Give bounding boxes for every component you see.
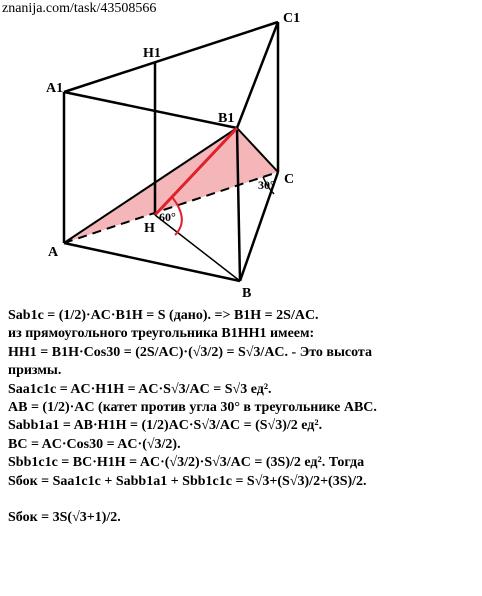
edge-a-b [64,243,240,281]
solution-text [8,307,478,528]
label-c1: C1 [283,11,301,26]
solution-line: Sбок = Saa1c1c + Sabb1a1 + Sbb1c1c = S√3+(S√3)/2+(3S)/2. [8,473,367,489]
edge-a1-c1 [64,22,278,92]
section-triangle-ab1c [64,128,278,243]
angle-label-c: 30° [258,178,275,192]
solution-line: Saa1c1c = AC·H1H = AC·S√3/AC = S√3 ед². [8,381,272,397]
solution-line: AB = (1/2)·AC (катет против угла 30° в треугольнике ABC. [8,399,377,415]
edge-a1-b1 [64,92,237,128]
label-a: A [48,245,59,260]
solution-line: Sab1c = (1/2)·AC·B1H = S (дано). => B1H = 2S/AC. [8,308,319,323]
label-b1: B1 [218,111,235,126]
solution-line: из прямоугольного треугольника B1HH1 имеем: [8,326,315,342]
solution-line: BC = AC·Cos30 = AC·(√3/2). [8,436,181,452]
solution-line: призмы. [8,363,62,379]
solution-line: Sabb1a1 = AB·H1H = (1/2)AC·S√3/AC = (S√3)/2 ед². [8,418,323,434]
label-c: C [284,172,295,187]
label-b: B [242,286,252,300]
edge-c1-b1 [237,22,278,128]
label-a1: A1 [46,81,64,96]
angle-label-h: 60° [159,210,176,224]
solution-line: Sbb1c1c = BC·H1H = AC·(√3/2)·S√3/AC = (3S)/2 ед². Тогда [8,455,365,471]
solution-result: Sбок = 3S(√3+1)/2. [8,510,121,526]
solution-line: HH1 = B1H·Cos30 = (2S/AC)·(√3/2) = S√3/AC. - Это высота [8,344,372,360]
label-h: H [144,221,155,236]
label-h1: H1 [143,46,161,61]
source-url[interactable]: znanija.com/task/43508566 [2,1,157,16]
